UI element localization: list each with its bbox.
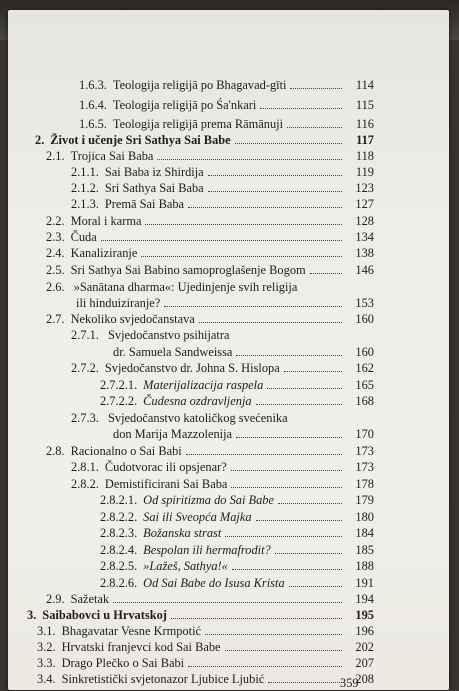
toc-title: Drago Plečko o Sai Babi: [61, 656, 185, 670]
toc-entry: [71, 460, 374, 474]
toc-page: 128: [355, 214, 374, 228]
toc-entry-continuation: [113, 427, 374, 441]
leader-dots: [236, 346, 342, 356]
leader-dots: [284, 362, 342, 372]
toc-title: Sri Sathya Sai Babino samoproglašenje Bogom: [70, 263, 306, 277]
toc-title: Moral i karma: [70, 214, 142, 228]
toc-title: Bespolan ili hermafrodit?: [143, 543, 271, 557]
toc-number: 3.3.: [37, 656, 56, 670]
toc-page: 168: [355, 394, 374, 408]
toc-number: 1.6.5.: [79, 117, 107, 131]
toc-number: 2.7.1.: [71, 328, 99, 342]
toc-page: 184: [355, 526, 374, 540]
toc-number: 2.7.2.: [71, 361, 99, 375]
leader-dots: [188, 198, 342, 208]
toc-page: 153: [355, 296, 374, 310]
toc-title: Premā Sai Baba: [104, 197, 185, 211]
leader-dots: [188, 657, 342, 667]
toc-page: 117: [356, 133, 374, 147]
toc-page: 115: [355, 98, 374, 112]
toc-title: Demistificirani Sai Baba: [104, 477, 228, 491]
toc-number: 2.8.1.: [71, 460, 99, 474]
toc-page: 138: [355, 246, 374, 260]
toc-number: 2.: [35, 133, 45, 147]
toc-title: Hrvatski franjevci kod Sai Babe: [61, 640, 221, 654]
leader-dots: [267, 379, 342, 389]
toc-title: Teologija religijā po Bhagavad-gīti: [112, 78, 287, 92]
toc-title: Bhagavatar Vesne Krmpotić: [61, 624, 202, 638]
leader-dots: [225, 527, 342, 537]
toc-number: 2.8.2.4.: [100, 543, 138, 557]
toc-number: 2.8.: [46, 444, 65, 458]
toc-number: 2.7.2.2.: [100, 394, 138, 408]
toc-entry: [37, 624, 374, 638]
table-of-contents: [8, 10, 449, 690]
toc-title: Božanska strast: [143, 526, 222, 540]
toc-entry: [71, 181, 374, 195]
leader-dots: [275, 544, 342, 554]
leader-dots: [236, 428, 342, 438]
toc-page: 179: [355, 493, 374, 507]
toc-entry: [100, 394, 374, 408]
toc-entry: [37, 640, 374, 654]
toc-entry: [46, 444, 374, 458]
toc-number: 2.8.2.5.: [100, 559, 138, 573]
toc-title: Čudotvorac ili opsjenar?: [104, 460, 227, 474]
toc-number: 2.2.: [46, 214, 65, 228]
toc-page: 123: [355, 181, 374, 195]
toc-entry: [46, 214, 374, 228]
toc-entry: [79, 98, 374, 112]
toc-title: Svjedočanstvo psihijatra: [108, 328, 230, 342]
toc-number: 2.1.3.: [71, 197, 99, 211]
toc-entry: [100, 543, 374, 557]
toc-title: Život i učenje Sri Sathya Sai Babe: [50, 133, 231, 147]
leader-dots: [278, 494, 342, 504]
toc-title: Sažetak: [70, 592, 110, 606]
toc-title: Od Sai Babe do Isusa Krista: [143, 576, 285, 590]
leader-dots: [208, 182, 342, 192]
book-page: [8, 10, 449, 690]
toc-title: Čudesna ozdravljenja: [143, 394, 252, 408]
toc-entry: [100, 378, 374, 392]
toc-title: »Sanātana dharma«: Ujedinjenje svih religija: [73, 280, 298, 294]
toc-number: 2.8.2.1.: [100, 493, 138, 507]
leader-dots: [290, 79, 342, 89]
toc-title: Čuda: [70, 230, 97, 244]
toc-number: 3.: [27, 608, 37, 622]
toc-page: 165: [355, 378, 374, 392]
toc-number: 2.7.2.1.: [100, 378, 138, 392]
toc-title: Sri Sathya Sai Baba: [104, 181, 204, 195]
toc-number: 2.8.2.2.: [100, 510, 138, 524]
leader-dots: [260, 99, 342, 109]
toc-title: Svjedočanstvo dr. Johna S. Hislopa: [104, 361, 280, 375]
toc-number: 1.6.4.: [79, 98, 107, 112]
leader-dots: [208, 166, 342, 176]
toc-number: 2.8.2.: [71, 477, 99, 491]
leader-dots: [289, 577, 342, 587]
leader-dots: [113, 593, 342, 603]
toc-entry: [71, 165, 374, 179]
toc-page: 195: [355, 608, 374, 622]
toc-page: 160: [355, 345, 374, 359]
toc-page: 173: [355, 460, 374, 474]
leader-dots: [145, 215, 342, 225]
toc-entry: [46, 312, 374, 326]
toc-entry: [37, 656, 374, 670]
toc-title: Kanaliziranje: [70, 246, 138, 260]
toc-entry: [37, 672, 374, 686]
leader-dots: [287, 118, 342, 128]
leader-dots: [225, 641, 342, 651]
toc-entry: [71, 361, 374, 375]
toc-entry: [46, 592, 374, 606]
toc-page: 160: [355, 312, 374, 326]
toc-title: Sai ili Sveopća Majka: [143, 510, 252, 524]
toc-title: »Lažeš, Sathya!«: [143, 559, 228, 573]
toc-page: 170: [355, 427, 374, 441]
toc-title: Trojica Sai Baba: [70, 149, 154, 163]
toc-entry: [46, 149, 374, 163]
toc-page: 202: [355, 640, 374, 654]
toc-number: 2.1.1.: [71, 165, 99, 179]
toc-chapter: [35, 133, 374, 147]
toc-page: 180: [355, 510, 374, 524]
toc-page: 208: [355, 672, 374, 686]
toc-entry: [46, 230, 374, 244]
leader-dots: [141, 247, 342, 257]
toc-entry: [71, 477, 374, 491]
toc-title-continuation: don Marija Mazzolenija: [113, 427, 233, 441]
toc-number: 2.7.: [46, 312, 65, 326]
toc-entry: [46, 263, 374, 277]
leader-dots: [205, 625, 342, 635]
toc-entry: [71, 197, 374, 211]
toc-title: Sai Baba iz Shirdija: [104, 165, 204, 179]
toc-number: 2.1.2.: [71, 181, 99, 195]
toc-page: 134: [355, 230, 374, 244]
toc-number: 2.8.2.6.: [100, 576, 138, 590]
toc-number: 3.1.: [37, 624, 56, 638]
toc-entry-multiline: [71, 328, 229, 342]
toc-page: 119: [355, 165, 374, 179]
toc-title-continuation: ili hinduiziranje?: [76, 296, 161, 310]
toc-title: Od spiritizma do Sai Babe: [143, 493, 274, 507]
toc-number: 2.4.: [46, 246, 65, 260]
toc-entry: [100, 493, 374, 507]
toc-number: 1.6.3.: [79, 78, 107, 92]
toc-page: 114: [355, 78, 374, 92]
toc-number: 2.7.3.: [71, 411, 99, 425]
leader-dots: [268, 673, 342, 683]
toc-page: 194: [355, 592, 374, 606]
leader-dots: [310, 264, 342, 274]
toc-entry: [46, 246, 374, 260]
toc-title: Racionalno o Sai Babi: [70, 444, 182, 458]
toc-page: 116: [355, 117, 374, 131]
toc-page: 162: [355, 361, 374, 375]
leader-dots: [231, 461, 342, 471]
leader-dots: [157, 150, 342, 160]
leader-dots: [164, 297, 342, 307]
toc-chapter: [27, 608, 374, 622]
toc-page: 185: [355, 543, 374, 557]
toc-page: 127: [355, 197, 374, 211]
toc-page: 191: [355, 576, 374, 590]
toc-page: 196: [355, 624, 374, 638]
toc-number: 2.1.: [46, 149, 65, 163]
toc-page: 178: [355, 477, 374, 491]
toc-entry-continuation: [113, 345, 374, 359]
toc-title-continuation: dr. Samuela Sandweissa: [113, 345, 233, 359]
toc-entry: [100, 576, 374, 590]
leader-dots: [199, 313, 342, 323]
page-number: 359: [340, 676, 359, 690]
toc-number: 2.8.2.3.: [100, 526, 138, 540]
toc-title: Saibabovci u Hrvatskoj: [42, 608, 167, 622]
leader-dots: [101, 231, 342, 241]
leader-dots: [235, 134, 342, 144]
toc-number: 2.5.: [46, 263, 65, 277]
toc-number: 2.6.: [46, 280, 65, 294]
toc-page: 173: [355, 444, 374, 458]
toc-page: 146: [355, 263, 374, 277]
toc-number: 3.2.: [37, 640, 56, 654]
toc-title: Materijalizacija raspela: [143, 378, 264, 392]
leader-dots: [186, 445, 342, 455]
toc-page: 207: [355, 656, 374, 670]
toc-title: Nekoliko svjedočanstava: [70, 312, 195, 326]
toc-title: Svjedočanstvo katoličkog svećenika: [108, 411, 288, 425]
leader-dots: [256, 395, 342, 405]
toc-entry: [79, 78, 374, 92]
toc-title: Teologija religijā po Śa'nkari: [112, 98, 257, 112]
leader-dots: [231, 478, 342, 488]
leader-dots: [256, 511, 342, 521]
toc-page: 118: [355, 149, 374, 163]
toc-number: 3.4.: [37, 672, 56, 686]
toc-entry: [79, 117, 374, 131]
toc-entry: [100, 526, 374, 540]
leader-dots: [171, 609, 342, 619]
toc-entry-multiline: [71, 411, 288, 425]
toc-number: 2.9.: [46, 592, 65, 606]
toc-title: Teologija religijā prema Rāmānuji: [112, 117, 284, 131]
toc-entry-continuation: [76, 296, 374, 310]
toc-entry-multiline: [46, 280, 297, 294]
leader-dots: [232, 560, 342, 570]
toc-title: Sinkretistički svjetonazor Ljubice Ljubić: [61, 672, 265, 686]
toc-number: 2.3.: [46, 230, 65, 244]
toc-entry: [100, 559, 374, 573]
toc-page: 188: [355, 559, 374, 573]
toc-entry: [100, 510, 374, 524]
